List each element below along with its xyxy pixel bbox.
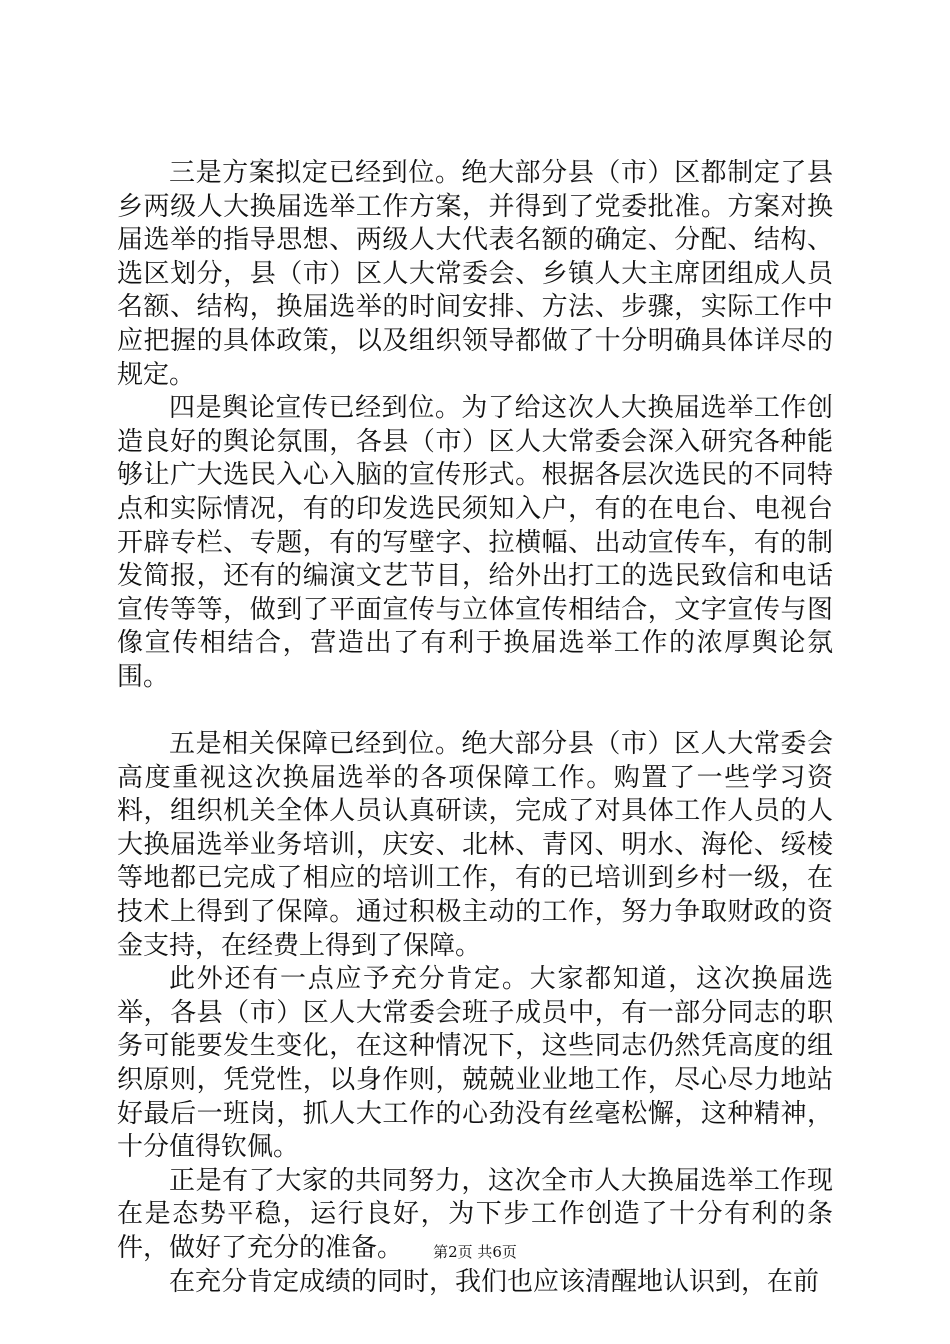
paragraph-continuation: 在充分肯定成绩的同时，我们也应该清醒地认识到，在前 bbox=[169, 1266, 820, 1297]
paragraph-joint-effort: 正是有了大家的共同努力，这次全市人大换届选举工作现在是态势平稳，运行良好，为下步工作创造了十分有利的条件，做好了充分的准备。 bbox=[117, 1165, 833, 1263]
paragraph-additional-point: 此外还有一点应予充分肯定。大家都知道，这次换届选举，各县（市）区人大常委会班子成员中，有一部分同志的职务可能要发生变化，在这种情况下，这些同志仍然凭高度的组织原则，凭党性，以身作则，兢兢业业地工作，尽心尽力地站好最后一班岗，抓人大工作的心劲没有丝毫松懈，这种精神，十分值得钦佩。 bbox=[117, 964, 833, 1163]
page-number-footer: 第2页 共6页 bbox=[433, 1243, 517, 1261]
paragraph-publicity: 四是舆论宣传已经到位。为了给这次人大换届选举工作创造良好的舆论氛围，各县（市）区人大常委会深入研究各种能够让广大选民入心入脑的宣传形式。根据各层次选民的不同特点和实际情况，有的印发选民须知入户，有的在电台、电视台开辟专栏、专题，有的写壁字、拉横幅、出动宣传车，有的制发简报，还有的编演文艺节目，给外出打工的选民致信和电话宣传等等，做到了平面宣传与立体宣传相结合，文字宣传与图像宣传相结合，营造出了有利于换届选举工作的浓厚舆论氛围。 bbox=[117, 393, 833, 692]
paragraph-plan-drafting: 三是方案拟定已经到位。绝大部分县（市）区都制定了县乡两级人大换届选举工作方案，并得到了党委批准。方案对换届选举的指导思想、两级人大代表名额的确定、分配、结构、选区划分，县（市）区人大常委会、乡镇人大主席团组成人员名额、结构，换届选举的时间安排、方法、步骤，实际工作中应把握的具体政策，以及组织领导都做了十分明确具体详尽的规定。 bbox=[117, 158, 833, 390]
paragraph-support-guarantee: 五是相关保障已经到位。绝大部分县（市）区人大常委会高度重视这次换届选举的各项保障工作。购置了一些学习资料，组织机关全体人员认真研读，完成了对具体工作人员的人大换届选举业务培训，庆安、北林、青冈、明水、海伦、绥棱等地都已完成了相应的培训工作，有的已培训到乡村一级，在技术上得到了保障。通过积极主动的工作，努力争取财政的资金支持，在经费上得到了保障。 bbox=[117, 729, 833, 961]
paragraph-spacer bbox=[117, 695, 833, 729]
document-body bbox=[117, 157, 833, 1299]
